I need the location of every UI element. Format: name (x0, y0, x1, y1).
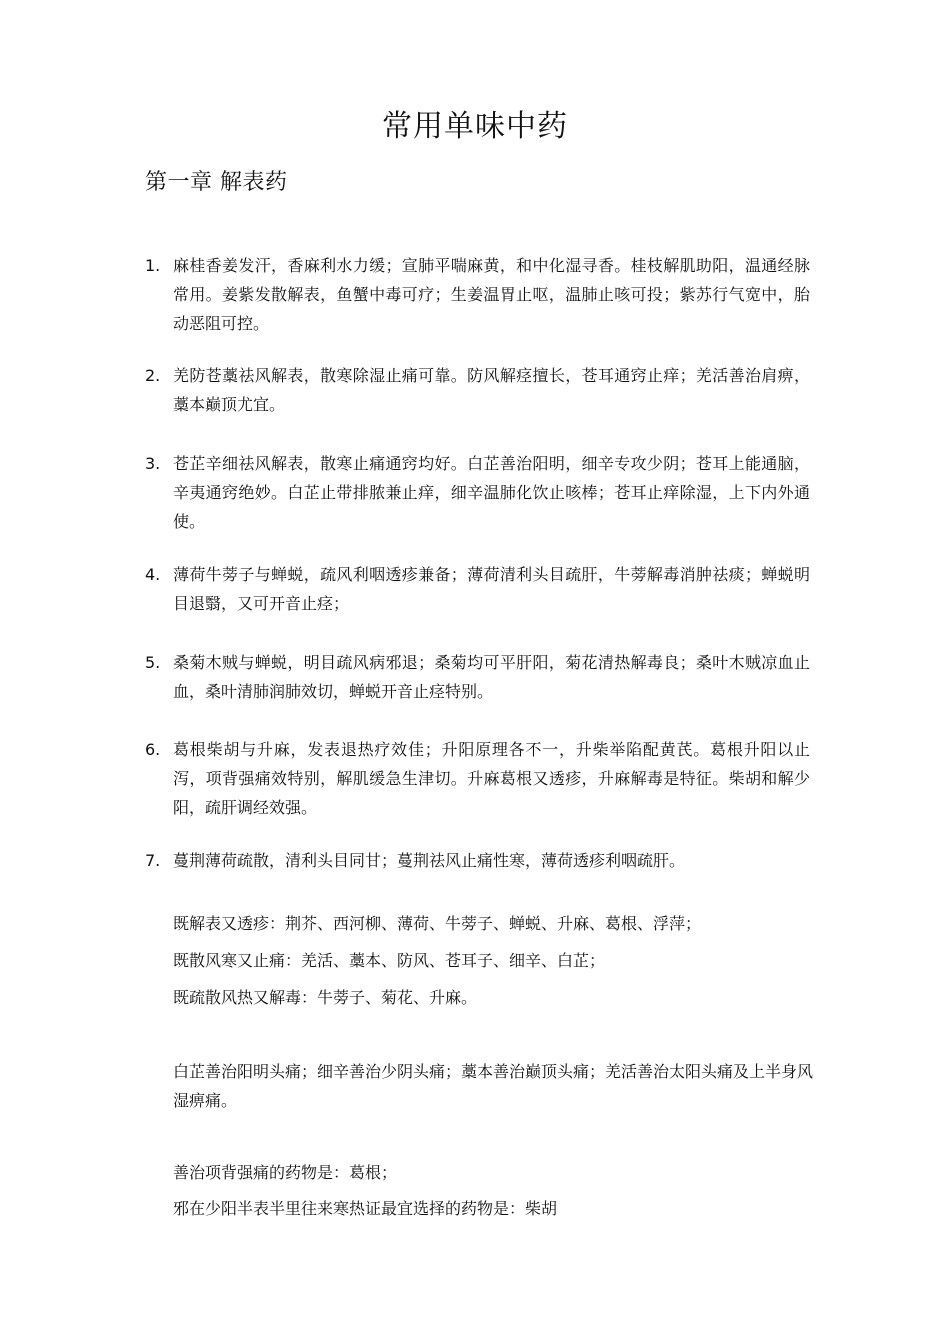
list-item (145, 449, 810, 536)
list-item (145, 560, 810, 618)
list-item (145, 361, 810, 419)
list-item-number: 5. (145, 653, 161, 672)
note-paragraph: 既疏散风热又解毒：牛蒡子、菊花、升麻。 (173, 988, 478, 1007)
note-paragraph: 既散风寒又止痛：羌活、藁本、防风、苍耳子、细辛、白芷； (173, 951, 606, 970)
list-item-number: 3. (145, 454, 161, 473)
note-paragraph: 善治项背强痛的药物是：葛根； (173, 1163, 398, 1182)
note-paragraph: 白芷善治阳明头痛；细辛善治少阴头痛；藁本善治巅顶头痛；羌活善治太阳头痛及上半身风湿痹痛。 (173, 1062, 814, 1110)
list-item-number: 1. (145, 256, 161, 275)
list-item-text: 葛根柴胡与升麻，发表退热疗效佳；升阳原理各不一，升柴举陷配黄芪。葛根升阳以止泻，项背强痛效特别，解肌缓急生津切。升麻葛根又透疹，升麻解毒是特征。柴胡和解少阳，疏肝调经效强。 (173, 740, 810, 817)
list-item (145, 251, 810, 338)
list-item-number: 7. (145, 851, 161, 870)
note-paragraph: 既解表又透疹：荆芥、西河柳、薄荷、牛蒡子、蝉蜕、升麻、葛根、浮萍； (173, 914, 702, 933)
list-item (145, 846, 810, 875)
list-item-text: 苍芷辛细祛风解表，散寒止痛通窍均好。白芷善治阳明，细辛专攻少阴；苍耳上能通脑，辛夷通窍绝妙。白芷止带排脓兼止痒，细辛温肺化饮止咳棒；苍耳止痒除湿，上下内外通使。 (173, 454, 810, 531)
list-item-text: 薄荷牛蒡子与蝉蜕，疏风利咽透疹兼备；薄荷清利头目疏肝，牛蒡解毒消肿祛痰；蝉蜕明目退翳，又可开音止痉； (173, 565, 810, 613)
list-item-text: 麻桂香姜发汗，香麻利水力缓；宣肺平喘麻黄，和中化湿寻香。桂枝解肌助阳，温通经脉常用。姜紫发散解表，鱼蟹中毒可疗；生姜温胃止呕，温肺止咳可投；紫苏行气宽中，胎动恶阻可控。 (173, 256, 810, 333)
list-item (145, 648, 810, 706)
list-item-text: 桑菊木贼与蝉蜕，明目疏风病邪退；桑菊均可平肝阳，菊花清热解毒良；桑叶木贼凉血止血，桑叶清肺润肺效切，蝉蜕开音止痉特别。 (173, 653, 810, 701)
list-item-number: 2. (145, 366, 161, 385)
list-item (145, 735, 810, 822)
document-title: 常用单味中药 (382, 109, 568, 144)
note-paragraph: 邪在少阳半表半里往来寒热证最宜选择的药物是：柴胡 (173, 1199, 558, 1218)
list-item-number: 6. (145, 740, 161, 759)
list-item-text: 羌防苍藁祛风解表，散寒除湿止痛可靠。防风解痉擅长，苍耳通窍止痒；羌活善治肩痹，藁本巅顶尤宜。 (173, 366, 810, 414)
list-item-number: 4. (145, 565, 161, 584)
list-item-text: 蔓荆薄荷疏散，清利头目同甘；蔓荆祛风止痛性寒，薄荷透疹利咽疏肝。 (173, 851, 686, 870)
chapter-heading: 第一章 解表药 (145, 170, 288, 195)
